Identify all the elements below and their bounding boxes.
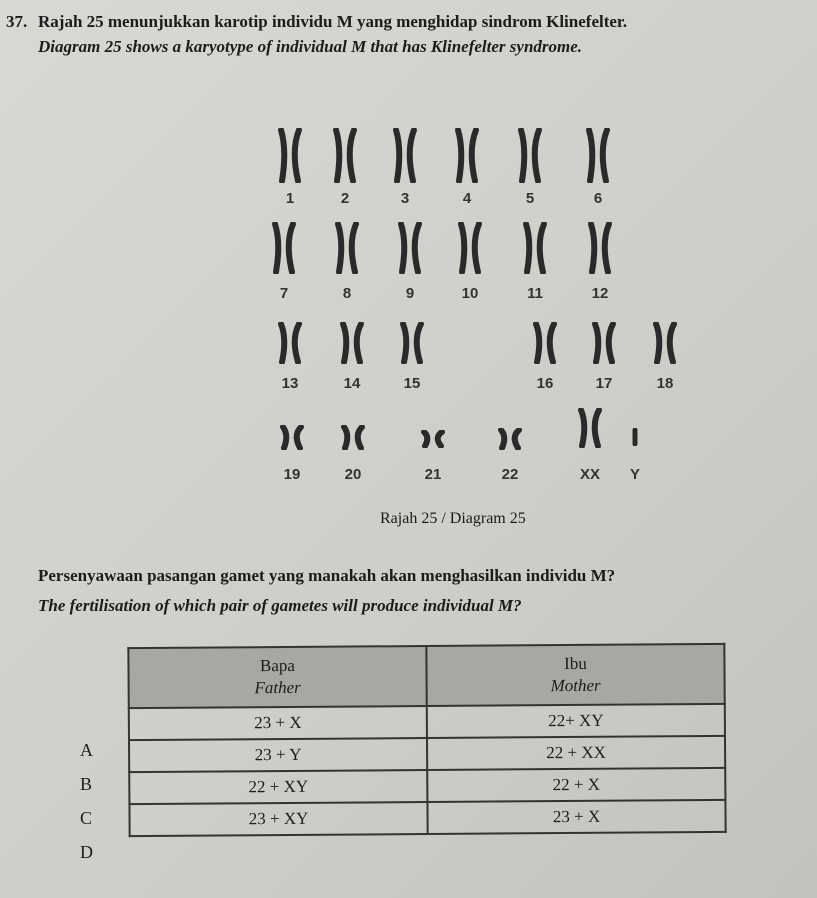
chromosome-label: 12 bbox=[591, 285, 609, 302]
chromosome-label: 13 bbox=[281, 375, 299, 392]
father-gamete: 22 + XY bbox=[129, 770, 427, 804]
option-a[interactable]: A bbox=[80, 740, 93, 760]
chromosome-label: 3 bbox=[400, 190, 410, 207]
chromosome-label: 10 bbox=[461, 285, 479, 302]
chromosome-label: XX bbox=[579, 466, 601, 483]
chromosome-label: 9 bbox=[405, 285, 415, 302]
chromosome-pair bbox=[530, 322, 560, 364]
chromosome-label: 14 bbox=[343, 375, 361, 392]
prompt-malay: Persenyawaan pasangan gamet yang manakah akan menghasilkan individu M? bbox=[38, 566, 616, 585]
chromosome-pair bbox=[338, 425, 368, 450]
chromosome-pair bbox=[515, 128, 545, 183]
father-header bbox=[128, 646, 426, 708]
diagram-caption: Rajah 25 / Diagram 25 bbox=[380, 510, 526, 527]
father-header-malay: Bapa bbox=[259, 655, 296, 676]
chromosome-label: 6 bbox=[593, 190, 603, 207]
chromosome-label: 17 bbox=[595, 375, 613, 392]
chromosome-pair bbox=[395, 222, 425, 274]
option-b[interactable]: B bbox=[80, 774, 93, 794]
chromosome-label: 16 bbox=[536, 375, 554, 392]
chromosome-pair bbox=[275, 322, 305, 364]
chromosome-pair bbox=[277, 425, 307, 450]
chromosome-pair bbox=[390, 128, 420, 183]
prompt-english: The fertilisation of which pair of gametes will produce individual M? bbox=[38, 596, 522, 615]
mother-header-english: Mother bbox=[550, 675, 601, 696]
chromosome-pair bbox=[418, 430, 448, 448]
chromosome-pair bbox=[455, 222, 485, 274]
chromosome-pair bbox=[630, 428, 640, 446]
question-text-malay: Rajah 25 menunjukkan karotip individu M yang menghidap sindrom Klinefelter. bbox=[38, 12, 628, 31]
table-row bbox=[129, 736, 725, 772]
chromosome-pair bbox=[275, 128, 305, 183]
option-d[interactable]: D bbox=[80, 842, 93, 862]
chromosome-label: 11 bbox=[527, 285, 543, 302]
chromosome-label: 2 bbox=[340, 190, 350, 207]
father-header-english: Father bbox=[254, 677, 301, 698]
chromosome-label: 18 bbox=[656, 375, 674, 392]
table-header-row bbox=[128, 644, 724, 708]
father-gamete: 23 + X bbox=[129, 706, 427, 740]
chromosome-pair bbox=[589, 322, 619, 364]
table-row bbox=[129, 704, 725, 740]
chromosome-pair bbox=[452, 128, 482, 183]
chromosome-label: 8 bbox=[342, 285, 352, 302]
chromosome-label: 20 bbox=[344, 466, 362, 483]
chromosome-pair bbox=[495, 428, 525, 450]
chromosome-label: 22 bbox=[501, 466, 519, 483]
chromosome-pair bbox=[520, 222, 550, 274]
option-c[interactable]: C bbox=[80, 808, 93, 828]
chromosome-label: 15 bbox=[403, 375, 421, 392]
mother-gamete: 23 + X bbox=[427, 800, 725, 834]
chromosome-label: 19 bbox=[283, 466, 301, 483]
chromosome-pair bbox=[330, 128, 360, 183]
mother-gamete: 22+ XY bbox=[427, 704, 725, 738]
father-gamete: 23 + Y bbox=[129, 738, 427, 772]
chromosome-label: 4 bbox=[462, 190, 472, 207]
question-number: 37. bbox=[6, 12, 28, 31]
mother-gamete: 22 + X bbox=[427, 768, 725, 802]
father-gamete: 23 + XY bbox=[129, 802, 427, 836]
chromosome-label: 21 bbox=[424, 466, 442, 483]
chromosome-pair bbox=[583, 128, 613, 183]
chromosome-pair bbox=[269, 222, 299, 274]
chromosome-pair bbox=[575, 408, 605, 448]
chromosome-pair bbox=[650, 322, 680, 364]
mother-header bbox=[426, 644, 724, 706]
mother-gamete: 22 + XX bbox=[427, 736, 725, 770]
table-row bbox=[129, 768, 725, 804]
mother-header-malay: Ibu bbox=[564, 653, 587, 674]
chromosome-label: 5 bbox=[525, 190, 535, 207]
answer-table bbox=[127, 643, 726, 837]
table-row bbox=[129, 800, 725, 836]
chromosome-pair bbox=[332, 222, 362, 274]
question-text-english: Diagram 25 shows a karyotype of individual M that has Klinefelter syndrome. bbox=[38, 37, 583, 56]
chromosome-label: 7 bbox=[279, 285, 289, 302]
chromosome-pair bbox=[397, 322, 427, 364]
chromosome-label: Y bbox=[629, 466, 641, 483]
chromosome-pair bbox=[337, 322, 367, 364]
chromosome-pair bbox=[585, 222, 615, 274]
chromosome-label: 1 bbox=[285, 190, 295, 207]
